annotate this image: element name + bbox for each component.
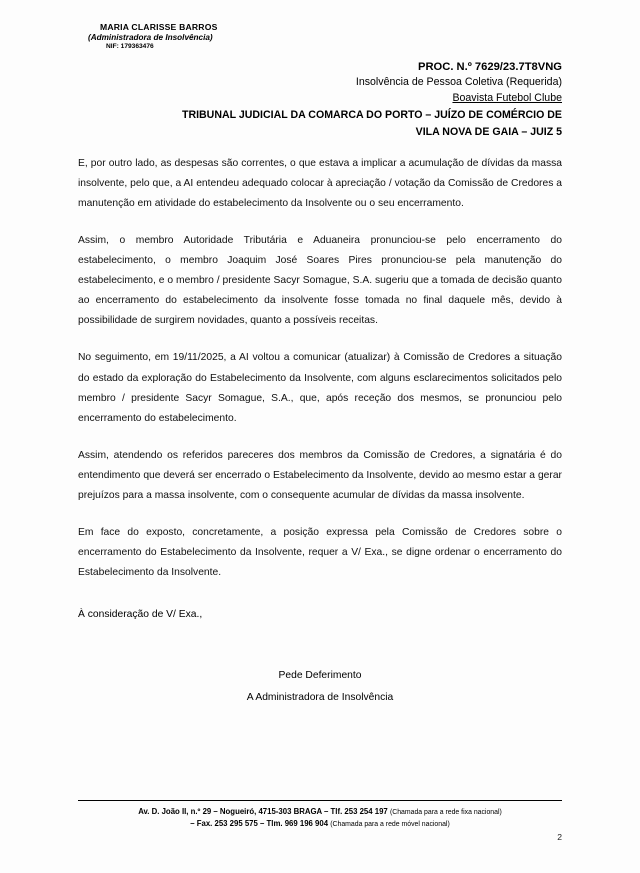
court-line-1: TRIBUNAL JUDICIAL DA COMARCA DO PORTO – JUÍZO DE COMÉRCIO DE [181,109,562,122]
signature-block [78,665,562,708]
footer-line-2: – Fax. 253 295 575 – Tlm. 969 196 904 [190,819,329,829]
letterhead [78,22,562,51]
signature-line-1: Pede Deferimento [278,670,362,682]
process-number: PROC. N.º 7629/23.7T8VNG [418,61,562,74]
page-footer [78,800,562,831]
insolvency-subtitle: Insolvência de Pessoa Coletiva (Requerida) [355,76,562,89]
footer-divider [78,800,562,801]
document-header [78,59,562,140]
signature-line-2: A Administradora de Insolvência [246,691,394,703]
footer-line-2-note: (Chamada para a rede móvel nacional) [330,821,450,829]
paragraph-5: Em face do exposto, concretamente, a posição expressa pela Comissão de Credores sobre o encerramento do Estabelecimento da Insolvente, requer a V/ Exa., se digne ordenar o encerramento do Estabelecimento da Insolvente. [78,527,562,579]
letterhead-role: (Administradora de Insolvência) [88,32,213,42]
footer-line-1-note: (Chamada para a rede fixa nacional) [389,809,502,816]
debtor-name: Boavista Futebol Clube [452,91,562,104]
paragraph-1: E, por outro lado, as despesas são correntes, o que estava a implicar a acumulação de dívidas da massa insolvente, pelo que, a AI entendeu adequado colocar à apreciação / votação da Comissão de Credores a manutenção em atividade do estabelecimento da Insolvente ou o seu encerramento. [78,157,562,209]
footer-line-1: Av. D. João II, n.º 29 – Nogueiró, 4715-303 BRAGA – Tlf. 253 254 197 [138,807,388,816]
page-number: 2 [557,832,562,842]
letterhead-nif: NIF: 179363476 [106,42,154,50]
court-line-2: VILA NOVA DE GAIA – JUIZ 5 [415,126,562,138]
paragraph-2: Assim, o membro Autoridade Tributária e Aduaneira pronunciou-se pelo encerramento do estabelecimento, o membro Joaquim José Soares Pires pronunciou-se pela manutenção do estabelecimento, e o membro / presidente Sacyr Somague, S.A. sugeriu que a tomada de decisão quanto ao encerramento do estabelecimento da insolvente fosse tomada no final daquele mês, devido à possibilidade de surgirem novidades, quanto a possíveis receitas. [78,235,562,327]
paragraph-3: No seguimento, em 19/11/2025, a AI voltou a comunicar (atualizar) à Comissão de Credores a situação do estado da exploração do Estabelecimento da Insolvente, com alguns esclarecimentos solicitados pelo membro / presidente Sacyr Somague, S.A., que, após receção dos mesmos, se pronunciou pelo encerramento do estabelecimento. [78,352,562,424]
document-content [78,22,562,709]
body-text [78,154,562,583]
letterhead-name: MARIA CLARISSE BARROS [100,22,218,32]
footer-address [78,806,562,831]
paragraph-4: Assim, atendendo os referidos pareceres dos membros da Comissão de Credores, a signatária é do entendimento que deverá ser encerrado o Estabelecimento da Insolvente, devido ao mesmo estar a gerar prejuízos para a massa insolvente, com o consequente acumular de dívidas da massa insolvente. [78,449,562,501]
closing-line: À consideração de V/ Exa., [78,609,203,621]
